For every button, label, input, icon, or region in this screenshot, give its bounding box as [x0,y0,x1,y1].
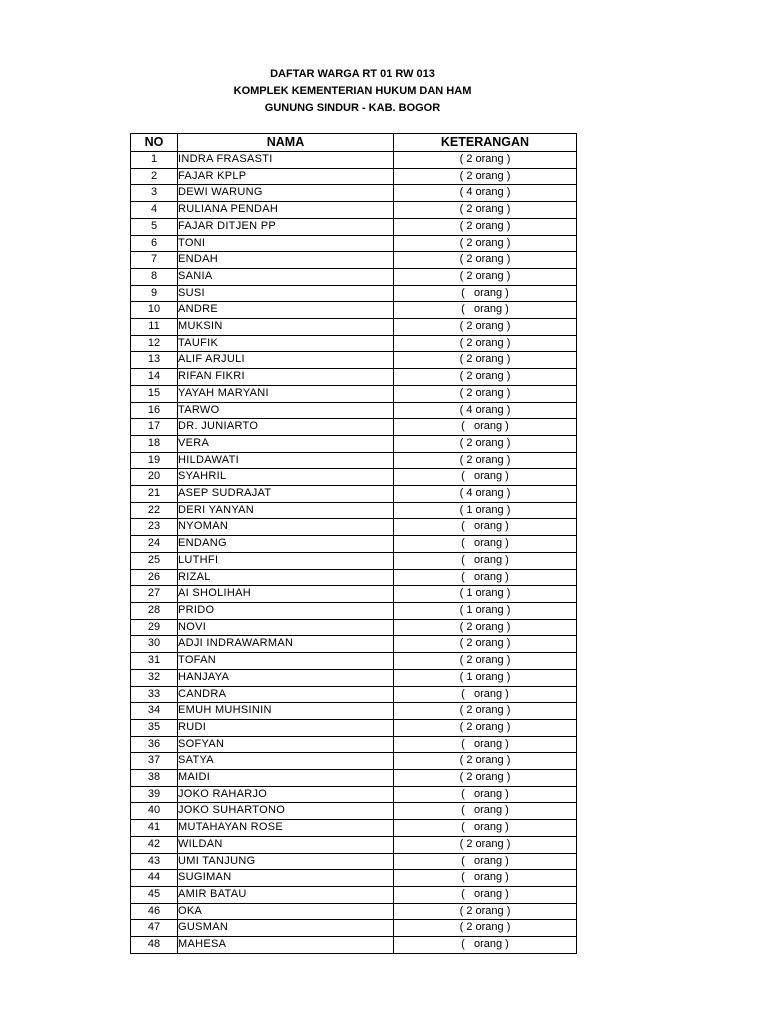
table-row [131,820,577,837]
note-cell: ( 4 orang ) [394,402,577,419]
note-cell: ( orang ) [394,686,577,703]
column-header-no: NO [131,134,178,152]
title-line-2: KOMPLEK KEMENTERIAN HUKUM DAN HAM [233,85,472,97]
note-cell: ( 2 orang ) [394,770,577,787]
name-cell: ANDRE [178,302,394,319]
note-cell: ( 4 orang ) [394,185,577,202]
name-cell: YAYAH MARYANI [178,385,394,402]
row-number-cell: 16 [131,402,178,419]
row-number-cell: 37 [131,753,178,770]
note-cell: ( 2 orang ) [394,435,577,452]
resident-table [130,133,577,954]
row-number-cell: 19 [131,452,178,469]
table-row [131,352,577,369]
name-cell: FAJAR DITJEN PP [178,218,394,235]
row-number-cell: 17 [131,419,178,436]
name-cell: JOKO RAHARJO [178,786,394,803]
row-number-cell: 31 [131,653,178,670]
table-row [131,886,577,903]
table-row [131,452,577,469]
name-cell: INDRA FRASASTI [178,152,394,169]
name-cell: MUKSIN [178,319,394,336]
note-cell: ( orang ) [394,736,577,753]
table-row [131,402,577,419]
name-cell: EMUH MUHSININ [178,703,394,720]
row-number-cell: 8 [131,268,178,285]
note-cell: ( 2 orang ) [394,703,577,720]
name-cell: DEWI WARUNG [178,185,394,202]
table-row [131,870,577,887]
name-cell: SYAHRIL [178,469,394,486]
name-cell: RIZAL [178,569,394,586]
name-cell: SATYA [178,753,394,770]
table-row [131,937,577,954]
name-cell: MAIDI [178,770,394,787]
name-cell: OKA [178,903,394,920]
row-number-cell: 28 [131,602,178,619]
note-cell: ( orang ) [394,886,577,903]
note-cell: ( 1 orang ) [394,586,577,603]
name-cell: FAJAR KPLP [178,168,394,185]
title-line-1: DAFTAR WARGA RT 01 RW 013 [270,68,435,80]
table-row [131,552,577,569]
row-number-cell: 21 [131,486,178,503]
row-number-cell: 35 [131,719,178,736]
row-number-cell: 47 [131,920,178,937]
note-cell: ( 2 orang ) [394,753,577,770]
note-cell: ( 4 orang ) [394,486,577,503]
note-cell: ( 2 orang ) [394,653,577,670]
row-number-cell: 40 [131,803,178,820]
note-cell: ( orang ) [394,519,577,536]
name-cell: TONI [178,235,394,252]
table-row [131,602,577,619]
table-row [131,853,577,870]
table-row [131,285,577,302]
name-cell: NYOMAN [178,519,394,536]
table-row [131,836,577,853]
note-cell: ( 2 orang ) [394,920,577,937]
note-cell: ( 1 orang ) [394,502,577,519]
name-cell: ASEP SUDRAJAT [178,486,394,503]
table-row [131,536,577,553]
row-number-cell: 25 [131,552,178,569]
row-number-cell: 7 [131,252,178,269]
table-row [131,268,577,285]
table-row [131,185,577,202]
name-cell: AI SHOLIHAH [178,586,394,603]
table-row [131,686,577,703]
table-row [131,369,577,386]
name-cell: SANIA [178,268,394,285]
note-cell: ( 2 orang ) [394,335,577,352]
name-cell: NOVI [178,619,394,636]
table-row [131,519,577,536]
row-number-cell: 46 [131,903,178,920]
note-cell: ( 2 orang ) [394,202,577,219]
note-cell: ( 2 orang ) [394,619,577,636]
note-cell: ( 2 orang ) [394,903,577,920]
table-row [131,419,577,436]
table-row [131,486,577,503]
row-number-cell: 20 [131,469,178,486]
row-number-cell: 3 [131,185,178,202]
row-number-cell: 36 [131,736,178,753]
row-number-cell: 18 [131,435,178,452]
note-cell: ( 2 orang ) [394,719,577,736]
note-cell: ( orang ) [394,536,577,553]
table-row [131,235,577,252]
name-cell: SUSI [178,285,394,302]
name-cell: SUGIMAN [178,870,394,887]
row-number-cell: 1 [131,152,178,169]
table-row [131,669,577,686]
note-cell: ( 2 orang ) [394,268,577,285]
note-cell: ( orang ) [394,569,577,586]
note-cell: ( 2 orang ) [394,636,577,653]
table-row [131,903,577,920]
note-cell: ( orang ) [394,419,577,436]
table-row [131,435,577,452]
table-row [131,753,577,770]
row-number-cell: 26 [131,569,178,586]
note-cell: ( orang ) [394,552,577,569]
note-cell: ( 2 orang ) [394,319,577,336]
name-cell: RUDI [178,719,394,736]
row-number-cell: 22 [131,502,178,519]
note-cell: ( orang ) [394,870,577,887]
row-number-cell: 12 [131,335,178,352]
row-number-cell: 24 [131,536,178,553]
row-number-cell: 33 [131,686,178,703]
name-cell: RULIANA PENDAH [178,202,394,219]
row-number-cell: 6 [131,235,178,252]
table-row [131,703,577,720]
table-row [131,469,577,486]
table-row [131,202,577,219]
note-cell: ( 2 orang ) [394,369,577,386]
name-cell: VERA [178,435,394,452]
table-row [131,569,577,586]
note-cell: ( orang ) [394,937,577,954]
note-cell: ( orang ) [394,469,577,486]
note-cell: ( 2 orang ) [394,352,577,369]
table-row [131,770,577,787]
name-cell: ENDANG [178,536,394,553]
table-row [131,586,577,603]
document-title [130,66,575,117]
note-cell: ( orang ) [394,803,577,820]
table-body [131,152,577,954]
table-row [131,636,577,653]
note-cell: ( 2 orang ) [394,152,577,169]
row-number-cell: 38 [131,770,178,787]
row-number-cell: 14 [131,369,178,386]
name-cell: ADJI INDRAWARMAN [178,636,394,653]
column-header-keterangan: KETERANGAN [394,134,577,152]
note-cell: ( 2 orang ) [394,252,577,269]
name-cell: MAHESA [178,937,394,954]
name-cell: HANJAYA [178,669,394,686]
name-cell: HILDAWATI [178,452,394,469]
title-line-3: GUNUNG SINDUR - KAB. BOGOR [264,102,441,114]
row-number-cell: 45 [131,886,178,903]
name-cell: CANDRA [178,686,394,703]
note-cell: ( 1 orang ) [394,602,577,619]
name-cell: RIFAN FIKRI [178,369,394,386]
table-row [131,786,577,803]
name-cell: WILDAN [178,836,394,853]
table-row [131,335,577,352]
name-cell: AMIR BATAU [178,886,394,903]
note-cell: ( 2 orang ) [394,452,577,469]
row-number-cell: 43 [131,853,178,870]
row-number-cell: 9 [131,285,178,302]
table-row [131,168,577,185]
row-number-cell: 4 [131,202,178,219]
name-cell: SOFYAN [178,736,394,753]
name-cell: MUTAHAYAN ROSE [178,820,394,837]
row-number-cell: 23 [131,519,178,536]
table-row [131,319,577,336]
name-cell: TARWO [178,402,394,419]
row-number-cell: 30 [131,636,178,653]
name-cell: DR. JUNIARTO [178,419,394,436]
row-number-cell: 11 [131,319,178,336]
name-cell: UMI TANJUNG [178,853,394,870]
row-number-cell: 15 [131,385,178,402]
table-row [131,736,577,753]
table-row [131,920,577,937]
name-cell: JOKO SUHARTONO [178,803,394,820]
note-cell: ( 2 orang ) [394,218,577,235]
table-row [131,218,577,235]
name-cell: TOFAN [178,653,394,670]
note-cell: ( 2 orang ) [394,168,577,185]
row-number-cell: 10 [131,302,178,319]
table-row [131,385,577,402]
note-cell: ( 2 orang ) [394,385,577,402]
row-number-cell: 5 [131,218,178,235]
name-cell: GUSMAN [178,920,394,937]
name-cell: ENDAH [178,252,394,269]
row-number-cell: 39 [131,786,178,803]
row-number-cell: 2 [131,168,178,185]
row-number-cell: 34 [131,703,178,720]
row-number-cell: 41 [131,820,178,837]
table-row [131,719,577,736]
row-number-cell: 27 [131,586,178,603]
table-row [131,302,577,319]
table-row [131,619,577,636]
note-cell: ( 2 orang ) [394,836,577,853]
table-row [131,152,577,169]
name-cell: ALIF ARJULI [178,352,394,369]
table-row [131,502,577,519]
note-cell: ( orang ) [394,285,577,302]
note-cell: ( orang ) [394,786,577,803]
note-cell: ( orang ) [394,820,577,837]
name-cell: LUTHFI [178,552,394,569]
note-cell: ( 2 orang ) [394,235,577,252]
row-number-cell: 32 [131,669,178,686]
table-row [131,653,577,670]
column-header-nama: NAMA [178,134,394,152]
row-number-cell: 48 [131,937,178,954]
table-row [131,803,577,820]
row-number-cell: 29 [131,619,178,636]
row-number-cell: 13 [131,352,178,369]
table-header-row [131,134,577,152]
table-row [131,252,577,269]
name-cell: DERI YANYAN [178,502,394,519]
note-cell: ( orang ) [394,302,577,319]
name-cell: PRIDO [178,602,394,619]
name-cell: TAUFIK [178,335,394,352]
row-number-cell: 44 [131,870,178,887]
row-number-cell: 42 [131,836,178,853]
note-cell: ( orang ) [394,853,577,870]
note-cell: ( 1 orang ) [394,669,577,686]
